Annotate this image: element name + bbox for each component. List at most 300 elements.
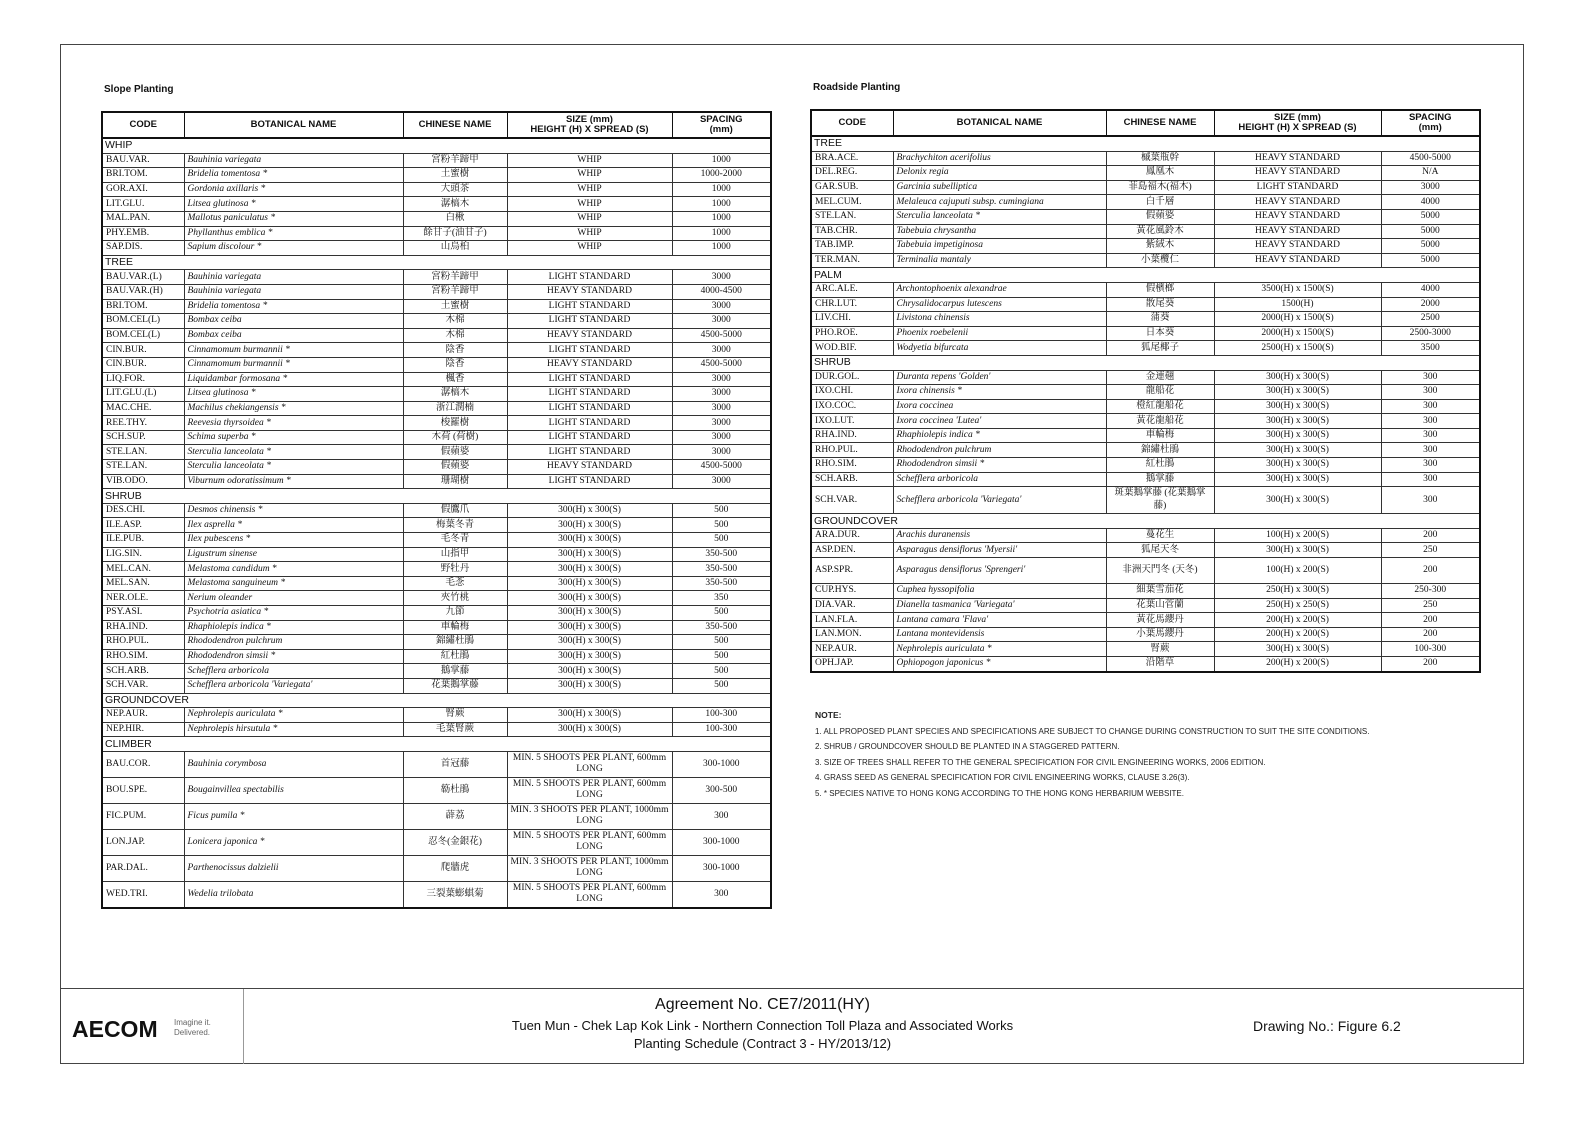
table-row [811, 657, 1480, 672]
plant-spacing: N/A [1381, 166, 1480, 181]
plant-spacing: 350-500 [672, 547, 771, 562]
chinese-name: 鳳凰木 [1106, 166, 1214, 181]
chinese-name: 斑葉鵝掌藤 (花葉鵝掌藤) [1106, 487, 1214, 514]
drawing-subtitle: Planting Schedule (Contract 3 - HY/2013/12) [633, 1036, 892, 1051]
slope-planting-title: Slope Planting [104, 84, 174, 95]
plant-size: 2000(H) x 1500(S) [1214, 312, 1381, 327]
header-botanical: BOTANICAL NAME [893, 110, 1106, 136]
botanical-name: Psychotria asiatica * [184, 606, 403, 621]
plant-size: 300(H) x 300(S) [1214, 487, 1381, 514]
botanical-name: Schefflera arboricola [184, 664, 403, 679]
chinese-name: 毛冬青 [403, 533, 507, 548]
plant-code: CIN.BUR. [102, 343, 184, 358]
note-item: 1. ALL PROPOSED PLANT SPECIES AND SPECIFICATIONS ARE SUBJECT TO CHANGE DURING CONSTRUCTION TO SUIT THE SITE CONDITIONS. [815, 726, 1370, 736]
chinese-name: 花葉山菅蘭 [1106, 598, 1214, 613]
plant-code: BAU.COR. [102, 751, 184, 777]
plant-size: 300(H) x 300(S) [507, 635, 672, 650]
header-size: SIZE (mm) HEIGHT (H) X SPREAD (S) [507, 112, 672, 138]
plant-size: LIGHT STANDARD [507, 445, 672, 460]
plant-spacing: 5000 [1381, 239, 1480, 254]
chinese-name: 紅杜鵑 [1106, 458, 1214, 473]
botanical-name: Delonix regia [893, 166, 1106, 181]
plant-spacing: 300 [1381, 487, 1480, 514]
chinese-name: 蔓花生 [1106, 528, 1214, 543]
plant-code: BAU.VAR. [102, 153, 184, 168]
plant-size: WHIP [507, 241, 672, 256]
plant-size: LIGHT STANDARD [507, 430, 672, 445]
category-row [102, 138, 771, 153]
botanical-name: Ilex pubescens * [184, 533, 403, 548]
botanical-name: Nephrolepis auriculata * [184, 708, 403, 723]
roadside-planting-title: Roadside Planting [813, 82, 901, 93]
note-item: 5. * SPECIES NATIVE TO HONG KONG ACCORDING TO THE HONG KONG HERBARIUM WEBSITE. [815, 788, 1184, 798]
botanical-name: Litsea glutinosa * [184, 387, 403, 402]
plant-spacing: 350-500 [672, 620, 771, 635]
botanical-name: Asparagus densiflorus 'Myersii' [893, 543, 1106, 558]
plant-spacing: 2000 [1381, 297, 1480, 312]
slope-planting-table [101, 111, 772, 909]
table-row [102, 270, 771, 285]
plant-size: 300(H) x 300(S) [507, 708, 672, 723]
botanical-name: Ficus pumila * [184, 803, 403, 829]
table-row [102, 168, 771, 183]
plant-code: MAL.PAN. [102, 211, 184, 226]
plant-size: 300(H) x 300(S) [1214, 443, 1381, 458]
header-spacing: SPACING (mm) [672, 112, 771, 138]
table-row [811, 370, 1480, 385]
botanical-name: Rhododendron pulchrum [893, 443, 1106, 458]
botanical-name: Mallotus paniculatus * [184, 211, 403, 226]
header-botanical: BOTANICAL NAME [184, 112, 403, 138]
plant-spacing: 100-300 [672, 722, 771, 737]
plant-spacing: 350 [672, 591, 771, 606]
plant-size: WHIP [507, 226, 672, 241]
plant-size: LIGHT STANDARD [507, 474, 672, 489]
plant-spacing: 300 [1381, 385, 1480, 400]
table-row [102, 829, 771, 855]
project-title: Tuen Mun - Chek Lap Kok Link - Northern Connection Toll Plaza and Associated Works [511, 1018, 1014, 1033]
plant-spacing: 4000 [1381, 195, 1480, 210]
botanical-name: Ixora coccinea 'Lutea' [893, 414, 1106, 429]
botanical-name: Parthenocissus dalzielii [184, 855, 403, 881]
plant-spacing: 2500 [1381, 312, 1480, 327]
botanical-name: Cinnamomum burmannii * [184, 357, 403, 372]
plant-code: SCH.VAR. [811, 487, 893, 514]
chinese-name: 宮粉羊蹄甲 [403, 153, 507, 168]
table-row [102, 708, 771, 723]
table-row [811, 341, 1480, 356]
chinese-name: 小葉馬纓丹 [1106, 627, 1214, 642]
plant-size: 300(H) x 300(S) [507, 576, 672, 591]
plant-code: LIT.GLU. [102, 197, 184, 212]
plant-size: WHIP [507, 168, 672, 183]
plant-spacing: 300 [672, 881, 771, 908]
chinese-name: 紅杜鵑 [403, 649, 507, 664]
plant-size: 300(H) x 300(S) [1214, 472, 1381, 487]
botanical-name: Wodyetia bifurcata [893, 341, 1106, 356]
botanical-name: Bauhinia variegata [184, 153, 403, 168]
plant-size: LIGHT STANDARD [507, 314, 672, 329]
plant-code: LIT.GLU.(L) [102, 387, 184, 402]
chinese-name: 潺槁木 [403, 197, 507, 212]
chinese-name: 浙江潤楠 [403, 401, 507, 416]
plant-spacing: 300-1000 [672, 751, 771, 777]
plant-size: 200(H) x 200(S) [1214, 657, 1381, 672]
chinese-name: 黃花馬纓丹 [1106, 613, 1214, 628]
plant-code: DEL.REG. [811, 166, 893, 181]
plant-spacing: 350-500 [672, 576, 771, 591]
botanical-name: Bauhinia corymbosa [184, 751, 403, 777]
table-row [102, 182, 771, 197]
table-row [102, 445, 771, 460]
botanical-name: Ligustrum sinense [184, 547, 403, 562]
botanical-name: Sterculia lanceolata * [184, 460, 403, 475]
table-row [102, 803, 771, 829]
chinese-name: 白楸 [403, 211, 507, 226]
botanical-name: Rhododendron pulchrum [184, 635, 403, 650]
botanical-name: Rhaphiolepis indica * [893, 428, 1106, 443]
plant-code: RHO.SIM. [102, 649, 184, 664]
plant-code: PHY.EMB. [102, 226, 184, 241]
plant-size: LIGHT STANDARD [507, 387, 672, 402]
plant-code: IXO.LUT. [811, 414, 893, 429]
chinese-name: 宮粉羊蹄甲 [403, 270, 507, 285]
plant-spacing: 200 [1381, 528, 1480, 543]
chinese-name: 毛菍 [403, 576, 507, 591]
botanical-name: Phoenix roebelenii [893, 326, 1106, 341]
plant-spacing: 4500-5000 [1381, 151, 1480, 166]
header-code: CODE [811, 110, 893, 136]
plant-size: 300(H) x 300(S) [1214, 399, 1381, 414]
plant-spacing: 100-300 [1381, 642, 1480, 657]
category-row [811, 514, 1480, 529]
plant-size: 1500(H) [1214, 297, 1381, 312]
chinese-name: 潺槁木 [403, 387, 507, 402]
plant-code: ILE.ASP. [102, 518, 184, 533]
plant-size: 300(H) x 300(S) [507, 562, 672, 577]
chinese-name: 紫絨木 [1106, 239, 1214, 254]
plant-size: 300(H) x 300(S) [507, 649, 672, 664]
plant-spacing: 300 [1381, 370, 1480, 385]
chinese-name: 槭葉瓶幹 [1106, 151, 1214, 166]
plant-spacing: 200 [1381, 558, 1480, 584]
plant-code: TAB.CHR. [811, 224, 893, 239]
plant-code: VIB.ODO. [102, 474, 184, 489]
table-row [102, 299, 771, 314]
table-row [811, 297, 1480, 312]
header-size: SIZE (mm) HEIGHT (H) X SPREAD (S) [1214, 110, 1381, 136]
plant-code: DES.CHI. [102, 503, 184, 518]
botanical-name: Ixora chinensis * [893, 385, 1106, 400]
roadside-planting-table [810, 109, 1481, 673]
botanical-name: Viburnum odoratissimum * [184, 474, 403, 489]
plant-code: SCH.ARB. [811, 472, 893, 487]
botanical-name: Schima superba * [184, 430, 403, 445]
botanical-name: Phyllanthus emblica * [184, 226, 403, 241]
chinese-name: 狐尾椰子 [1106, 341, 1214, 356]
table-row [811, 472, 1480, 487]
plant-size: 3500(H) x 1500(S) [1214, 282, 1381, 297]
plant-size: 300(H) x 300(S) [507, 518, 672, 533]
table-row [102, 620, 771, 635]
plant-spacing: 3000 [672, 343, 771, 358]
chinese-name: 蒲葵 [1106, 312, 1214, 327]
plant-code: BRI.TOM. [102, 168, 184, 183]
botanical-name: Gordonia axillaris * [184, 182, 403, 197]
plant-size: LIGHT STANDARD [507, 372, 672, 387]
category-label: GROUNDCOVER [102, 693, 771, 708]
plant-spacing: 5000 [1381, 253, 1480, 268]
botanical-name: Melastoma sanguineum * [184, 576, 403, 591]
botanical-name: Bombax ceiba [184, 328, 403, 343]
plant-code: BAU.VAR.(L) [102, 270, 184, 285]
plant-spacing: 300-500 [672, 777, 771, 803]
chinese-name: 夾竹桃 [403, 591, 507, 606]
table-row [811, 613, 1480, 628]
chinese-name: 野牡丹 [403, 562, 507, 577]
chinese-name: 假鷹爪 [403, 503, 507, 518]
table-row [102, 328, 771, 343]
plant-code: NEP.HIR. [102, 722, 184, 737]
botanical-name: Wedelia trilobata [184, 881, 403, 908]
botanical-name: Livistona chinensis [893, 312, 1106, 327]
chinese-name: 簕杜鵑 [403, 777, 507, 803]
plant-spacing: 300 [1381, 414, 1480, 429]
plant-size: HEAVY STANDARD [1214, 195, 1381, 210]
plant-size: 300(H) x 300(S) [1214, 642, 1381, 657]
plant-spacing: 4000-4500 [672, 284, 771, 299]
table-row [102, 357, 771, 372]
aecom-logo: AECOM [72, 1016, 158, 1042]
plant-code: DUR.GOL. [811, 370, 893, 385]
table-row [102, 606, 771, 621]
plant-code: MEL.CAN. [102, 562, 184, 577]
category-row [811, 136, 1480, 151]
botanical-name: Archontophoenix alexandrae [893, 282, 1106, 297]
table-row [811, 282, 1480, 297]
plant-size: 250(H) x 250(S) [1214, 598, 1381, 613]
botanical-name: Ophiopogon japonicus * [893, 657, 1106, 672]
chinese-name: 陰香 [403, 357, 507, 372]
plant-code: DIA.VAR. [811, 598, 893, 613]
drawing-number: Drawing No.: Figure 6.2 [1253, 1018, 1401, 1034]
plant-spacing: 4000 [1381, 282, 1480, 297]
plant-size: MIN. 5 SHOOTS PER PLANT, 600mm LONG [507, 881, 672, 908]
plant-code: SAP.DIS. [102, 241, 184, 256]
plant-spacing: 1000 [672, 197, 771, 212]
botanical-name: Litsea glutinosa * [184, 197, 403, 212]
chinese-name: 梭羅樹 [403, 416, 507, 431]
chinese-name: 假檳榔 [1106, 282, 1214, 297]
botanical-name: Sterculia lanceolata * [184, 445, 403, 460]
plant-code: PHO.ROE. [811, 326, 893, 341]
plant-spacing: 500 [672, 649, 771, 664]
plant-spacing: 250-300 [1381, 584, 1480, 599]
category-label: TREE [811, 136, 1480, 151]
table-row [102, 474, 771, 489]
chinese-name: 錦繡杜鵑 [1106, 443, 1214, 458]
notes-heading: NOTE: [815, 710, 842, 720]
plant-code: GOR.AXI. [102, 182, 184, 197]
plant-spacing: 3000 [672, 430, 771, 445]
plant-code: RHA.IND. [811, 428, 893, 443]
plant-size: MIN. 5 SHOOTS PER PLANT, 600mm LONG [507, 777, 672, 803]
plant-code: NEP.AUR. [811, 642, 893, 657]
plant-spacing: 300 [1381, 458, 1480, 473]
chinese-name: 木棉 [403, 328, 507, 343]
table-row [102, 533, 771, 548]
plant-code: MEL.SAN. [102, 576, 184, 591]
plant-spacing: 3000 [672, 314, 771, 329]
note-item: 3. SIZE OF TREES SHALL REFER TO THE GENERAL SPECIFICATION FOR CIVIL ENGINEERING WORKS, 2006 EDITION. [815, 757, 1266, 767]
plant-code: OPH.JAP. [811, 657, 893, 672]
plant-spacing: 5000 [1381, 224, 1480, 239]
table-row [102, 226, 771, 241]
chinese-name: 陰香 [403, 343, 507, 358]
plant-size: MIN. 5 SHOOTS PER PLANT, 600mm LONG [507, 829, 672, 855]
plant-code: ASP.DEN. [811, 543, 893, 558]
plant-size: HEAVY STANDARD [1214, 151, 1381, 166]
plant-spacing: 300 [1381, 472, 1480, 487]
plant-size: 300(H) x 300(S) [507, 591, 672, 606]
table-row [102, 284, 771, 299]
plant-code: ASP.SPR. [811, 558, 893, 584]
chinese-name: 腎蕨 [1106, 642, 1214, 657]
plant-size: MIN. 3 SHOOTS PER PLANT, 1000mm LONG [507, 803, 672, 829]
plant-size: HEAVY STANDARD [1214, 209, 1381, 224]
plant-size: 300(H) x 300(S) [507, 533, 672, 548]
plant-size: 300(H) x 300(S) [507, 547, 672, 562]
category-row [102, 693, 771, 708]
chinese-name: 餘甘子(油甘子) [403, 226, 507, 241]
plant-spacing: 3000 [672, 299, 771, 314]
chinese-name: 非洲天門冬 (天冬) [1106, 558, 1214, 584]
plant-size: LIGHT STANDARD [507, 299, 672, 314]
table-row [102, 855, 771, 881]
chinese-name: 山指甲 [403, 547, 507, 562]
plant-code: LAN.MON. [811, 627, 893, 642]
plant-spacing: 250 [1381, 598, 1480, 613]
category-row [811, 268, 1480, 283]
table-row [102, 211, 771, 226]
chinese-name: 錦繡杜鵑 [403, 635, 507, 650]
note-item: 2. SHRUB / GROUNDCOVER SHOULD BE PLANTED IN A STAGGERED PATTERN. [815, 742, 1120, 751]
table-row [811, 166, 1480, 181]
chinese-name: 龍船花 [1106, 385, 1214, 400]
chinese-name: 首冠藤 [403, 751, 507, 777]
plant-size: 200(H) x 200(S) [1214, 613, 1381, 628]
table-row [102, 343, 771, 358]
plant-size: WHIP [507, 153, 672, 168]
plant-spacing: 4500-5000 [672, 328, 771, 343]
plant-size: HEAVY STANDARD [507, 460, 672, 475]
table-row [811, 180, 1480, 195]
plant-code: RHO.PUL. [102, 635, 184, 650]
chinese-name: 黃花風鈴木 [1106, 224, 1214, 239]
category-label: SHRUB [811, 355, 1480, 370]
table-row [102, 153, 771, 168]
table-row [811, 326, 1480, 341]
plant-spacing: 300-1000 [672, 855, 771, 881]
plant-size: 300(H) x 300(S) [1214, 428, 1381, 443]
table-row [811, 224, 1480, 239]
table-row [102, 881, 771, 908]
plant-spacing: 1000 [672, 241, 771, 256]
botanical-name: Rhododendron simsii * [184, 649, 403, 664]
plant-size: 300(H) x 300(S) [1214, 458, 1381, 473]
botanical-name: Reevesia thyrsoidea * [184, 416, 403, 431]
botanical-name: Garcinia subelliptica [893, 180, 1106, 195]
botanical-name: Schefflera arboricola 'Variegata' [184, 678, 403, 693]
header-chinese: CHINESE NAME [403, 112, 507, 138]
plant-code: LIQ.FOR. [102, 372, 184, 387]
chinese-name: 珊瑚樹 [403, 474, 507, 489]
table-row [102, 314, 771, 329]
table-row [102, 591, 771, 606]
plant-size: WHIP [507, 197, 672, 212]
plant-size: MIN. 3 SHOOTS PER PLANT, 1000mm LONG [507, 855, 672, 881]
plant-spacing: 500 [672, 518, 771, 533]
table-row [811, 209, 1480, 224]
chinese-name: 假蘋婆 [1106, 209, 1214, 224]
chinese-name: 山烏桕 [403, 241, 507, 256]
chinese-name: 金連翹 [1106, 370, 1214, 385]
botanical-name: Nephrolepis hirsutula * [184, 722, 403, 737]
plant-spacing: 200 [1381, 613, 1480, 628]
botanical-name: Cinnamomum burmannii * [184, 343, 403, 358]
botanical-name: Machilus chekiangensis * [184, 401, 403, 416]
plant-code: SCH.ARB. [102, 664, 184, 679]
table-row [102, 635, 771, 650]
chinese-name: 九節 [403, 606, 507, 621]
chinese-name: 白千層 [1106, 195, 1214, 210]
table-row [102, 460, 771, 475]
table-row [102, 777, 771, 803]
table-row [811, 385, 1480, 400]
chinese-name: 木荷 (荷樹) [403, 430, 507, 445]
plant-size: 300(H) x 300(S) [507, 503, 672, 518]
plant-code: BRA.ACE. [811, 151, 893, 166]
plant-size: LIGHT STANDARD [507, 270, 672, 285]
plant-code: LIG.SIN. [102, 547, 184, 562]
table-row [811, 627, 1480, 642]
botanical-name: Desmos chinensis * [184, 503, 403, 518]
plant-spacing: 500 [672, 635, 771, 650]
botanical-name: Terminalia mantaly [893, 253, 1106, 268]
botanical-name: Cuphea hyssopifolia [893, 584, 1106, 599]
table-row [102, 678, 771, 693]
plant-size: 300(H) x 300(S) [507, 664, 672, 679]
category-row [102, 737, 771, 752]
plant-code: FIC.PUM. [102, 803, 184, 829]
plant-spacing: 300 [1381, 443, 1480, 458]
chinese-name: 小葉欖仁 [1106, 253, 1214, 268]
plant-size: LIGHT STANDARD [507, 401, 672, 416]
plant-spacing: 200 [1381, 657, 1480, 672]
plant-size: 100(H) x 200(S) [1214, 528, 1381, 543]
botanical-name: Brachychiton acerifolius [893, 151, 1106, 166]
plant-code: CIN.BUR. [102, 357, 184, 372]
botanical-name: Melaleuca cajuputi subsp. cumingiana [893, 195, 1106, 210]
plant-code: CUP.HYS. [811, 584, 893, 599]
table-row [102, 401, 771, 416]
plant-code: STE.LAN. [811, 209, 893, 224]
chinese-name: 木棉 [403, 314, 507, 329]
chinese-name: 大頭茶 [403, 182, 507, 197]
table-row [102, 387, 771, 402]
botanical-name: Sapium discolour * [184, 241, 403, 256]
plant-size: 300(H) x 300(S) [507, 678, 672, 693]
